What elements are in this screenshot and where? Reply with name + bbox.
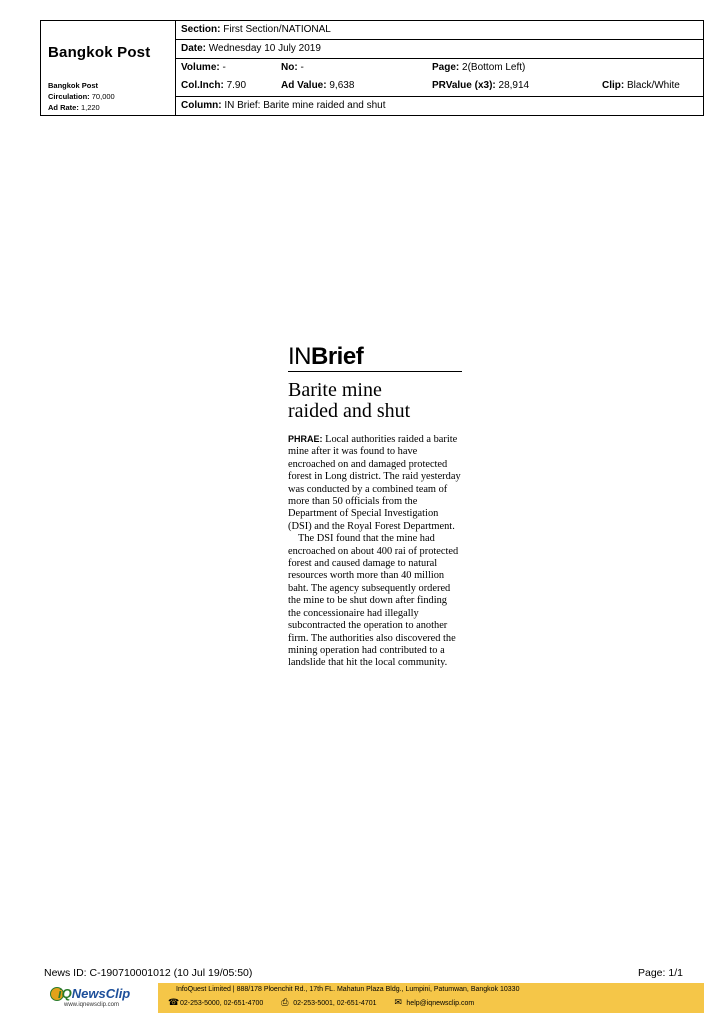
column-row: Column: IN Brief: Barite mine raided and shut: [181, 100, 386, 111]
page-value: 2(Bottom Left): [462, 62, 526, 73]
publication-block: [41, 21, 176, 115]
fax-numbers: 02-253-5001, 02-651-4701: [293, 999, 377, 1007]
email-address[interactable]: help@iqnewsclip.com: [406, 999, 475, 1007]
fax-icon: [281, 999, 290, 1007]
dateline: PHRAE:: [288, 434, 323, 444]
news-id: News ID: C-190710001012 (10 Jul 19/05:50): [44, 967, 253, 979]
colinch-value: 7.90: [226, 80, 247, 91]
kicker-rule: [288, 371, 462, 372]
volume-row: Volume: - No: - Page: 2(Bottom Left): [181, 62, 526, 73]
phone-icon: [168, 999, 177, 1007]
company-address: InfoQuest Limited | 888/178 Ploenchit Rd., 17th FL. Mahatun Plaza Bldg., Lumpini, Patumwan, Bangkok 10330: [176, 986, 520, 993]
contact-strip: [158, 983, 704, 1013]
article-headline: Barite mine raided and shut: [288, 379, 411, 422]
date-value: Wednesday 10 July 2019: [208, 43, 321, 54]
phone-numbers: 02-253-5000, 02-651-4700: [180, 999, 264, 1007]
publication-small-name: Bangkok Post: [48, 81, 99, 90]
section-row: Section: First Section/NATIONAL: [176, 21, 703, 40]
no-value: -: [300, 62, 304, 73]
publication-name: Bangkok Post: [48, 44, 151, 61]
paragraph-1: PHRAE: Local authorities raided a barite mine after it was found to have encroached on and damaged protected forest in Long district. The raid yesterday was conducted by a combined team of more than 50 officials from the Department of Special Investigation (DSI) and the Royal Forest Department.: [288, 434, 461, 532]
prvalue-value: 28,914: [498, 80, 530, 91]
clip-value: Black/White: [627, 80, 680, 91]
article-body: [288, 433, 462, 670]
page-number: Page: 1/1: [638, 967, 683, 979]
advalue-value: 9,638: [329, 80, 355, 91]
mail-icon: [394, 999, 403, 1007]
section-value: First Section/NATIONAL: [223, 24, 331, 35]
logo-url: www.iqnewsclip.com: [64, 1002, 120, 1008]
section-kicker: INBrief: [288, 343, 364, 370]
date-row: Date: Wednesday 10 July 2019: [176, 40, 703, 59]
paragraph-2: The DSI found that the mine had encroached on about 400 rai of protected forest and caused damage to natural resources worth more than 40 million baht. The agency subsequently ordered the mine to be shut down after finding the concessionaire had illegally subcontracted the operation to another firm. The authorities also discovered the mining operation had contributed to a landslide that hit the local community.: [288, 533, 459, 669]
contact-line: [168, 999, 474, 1007]
clip-header: [40, 20, 704, 116]
footer-bar: [40, 983, 704, 1013]
clip-metadata: [176, 21, 703, 115]
news-article: [288, 344, 462, 670]
value-row: Col.Inch: 7.90 Ad Value: 9,638 PRValue (x3): 28,914 Clip: Black/White: [181, 80, 680, 91]
column-value: IN Brief: Barite mine raided and shut: [224, 100, 386, 111]
circulation: Circulation: 70,000: [48, 92, 115, 101]
ad-rate: Ad Rate: 1,220: [48, 103, 100, 112]
volume-value: -: [222, 62, 226, 73]
iqnewsclip-logo: iQNewsClip www.iqnewsclip.com: [40, 983, 160, 1013]
